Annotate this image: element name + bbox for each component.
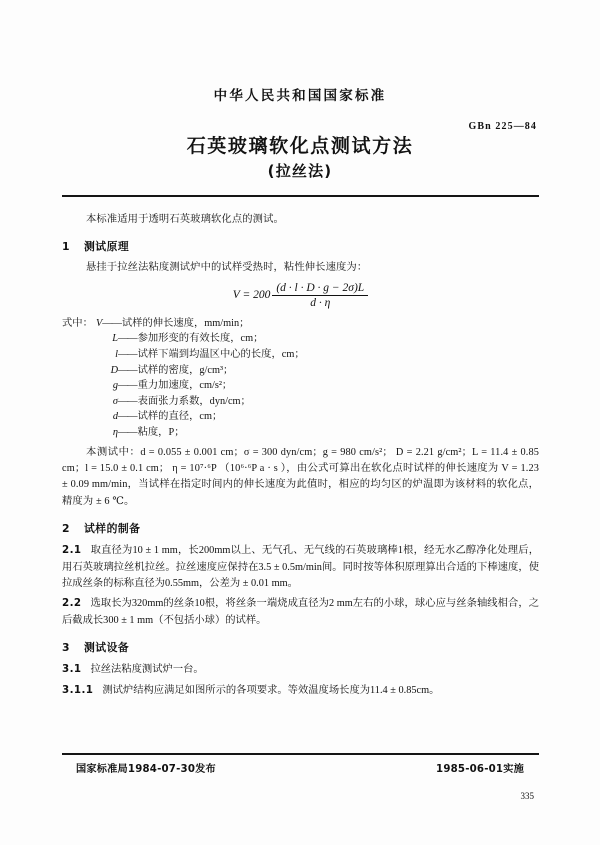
clause-number: 3.1.1 (62, 683, 94, 696)
clause-text: 拉丝法粘度测试炉一台。 (90, 664, 204, 676)
clause-3-1-1 (62, 682, 539, 699)
def-text: 试样下端到均温区中心的长度，cm； (137, 349, 305, 360)
section-1-number: 1 (62, 240, 71, 254)
section-2-heading (62, 521, 539, 536)
formula-lhs: V = 200 (232, 288, 271, 301)
formula-denominator: d · η (310, 296, 331, 309)
document-body (62, 206, 539, 699)
footer-divider (62, 753, 539, 755)
def-dash: —— (118, 380, 137, 392)
standard-number: GBn 225—84 (468, 121, 537, 132)
def-symbol: η (112, 426, 118, 438)
where-label: 式中： (62, 317, 93, 329)
def-text: 试样的密度，g/cm³； (137, 364, 234, 376)
def-dash: —— (118, 411, 137, 423)
def-dash: —— (118, 395, 137, 407)
section-1-heading (62, 239, 539, 254)
def-text: 参加形变的有效长度，cm； (137, 333, 264, 345)
def-dash: —— (118, 349, 137, 360)
formula-numerator: (d · l · D · g − 2σ)L (272, 282, 368, 296)
def-symbol: V (96, 317, 103, 329)
section-3-title: 测试设备 (84, 641, 130, 655)
section-3-heading (62, 640, 539, 655)
def-symbol: L (112, 333, 118, 345)
page-title: 石英玻璃软化点测试方法 (186, 135, 414, 157)
formula-fraction (272, 282, 368, 309)
definition-row (62, 378, 539, 394)
section-1-title: 测试原理 (84, 240, 130, 254)
def-text: 试样的直径，cm； (137, 411, 223, 423)
def-text: 试样的伸长速度，mm/min； (121, 317, 250, 329)
definition-row (62, 425, 539, 441)
def-symbol: l (115, 349, 118, 360)
clause-number: 3.1 (62, 663, 82, 676)
def-text: 表面张力系数，dyn/cm； (137, 395, 251, 407)
def-dash: —— (118, 426, 137, 438)
where-row (62, 316, 539, 332)
definition-row (62, 331, 539, 347)
definition-row (62, 363, 539, 379)
symbol-definition-list (62, 316, 539, 441)
clause-text: 测试炉结构应满足如图所示的各项要求。等效温度场长度为11.4 ± 0.85cm。 (102, 684, 440, 696)
national-standard-label: 中华人民共和国国家标准 (213, 88, 387, 104)
definition-row (62, 347, 539, 363)
clause-number: 2.2 (62, 597, 82, 610)
def-dash: —— (118, 364, 137, 376)
def-symbol: D (110, 364, 118, 376)
issue-date: 国家标准局1984-07-30发布 (76, 764, 216, 775)
clause-2-1 (62, 542, 539, 592)
def-text: 重力加速度，cm/s²； (137, 380, 233, 392)
scope-paragraph: 本标准适用于透明石英玻璃软化点的测试。 (86, 214, 284, 225)
section-3-number: 3 (62, 641, 71, 655)
section-2-number: 2 (62, 522, 71, 536)
page-number: 335 (520, 791, 534, 801)
measurement-paragraph: 本测试中：d = 0.055 ± 0.001 cm；σ = 300 dyn/cm；g = 980 cm/s²； D = 2.21 g/cm²；L = 11.4 ± 0.85 cm；l = 15.0 ± 0.1 cm； η = 10⁷·⁶P （10⁶·⁶P a · s ），由公式可算出在软化点时试样的伸长速度为 V = 1.23 ± 0.09 mm/min，当试样在指定时间内的伸长速度为此值时，相应的均匀区的炉温即为该材料的软化点，精度为 ± 6 ℃。 (62, 446, 539, 507)
def-text: 粘度，P； (137, 426, 185, 438)
def-dash: —— (102, 317, 121, 329)
section-2-title: 试样的制备 (84, 522, 141, 536)
def-dash: —— (118, 333, 137, 345)
clause-2-2 (62, 595, 539, 629)
effective-date: 1985-06-01实施 (436, 764, 524, 775)
clause-3-1 (62, 661, 539, 678)
page-subtitle: (拉丝法) (267, 162, 333, 180)
clause-number: 2.1 (62, 544, 82, 557)
softening-point-formula (62, 282, 539, 309)
clause-text: 取直径为10 ± 1 mm，长200mm以上、无气孔、无气线的石英玻璃棒1根，经无水乙醇净化处理后，用石英玻璃拉丝机拉丝。拉丝速度应保持在3.5 ± 0.5m/min间。同时按等体积原理算出合适的下棒速度，使拉成丝条的标称直径为0.55mm，公差为 ± 0.01 mm。 (62, 545, 539, 589)
clause-text: 选取长为320mm的丝条10根，将丝条一端烧成直径为2 mm左右的小球，球心应与丝条轴线相合，之后截成长300 ± 1 mm（不包括小球）的试样。 (62, 598, 539, 626)
definition-row (62, 394, 539, 410)
def-symbol: σ (112, 395, 118, 407)
section-1-intro: 悬挂于拉丝法粘度测试炉中的试样受热时，粘性伸长速度为： (86, 262, 368, 274)
def-symbol: d (112, 411, 118, 423)
header-divider (62, 195, 539, 197)
definition-row (62, 409, 539, 425)
def-symbol: g (112, 380, 118, 392)
